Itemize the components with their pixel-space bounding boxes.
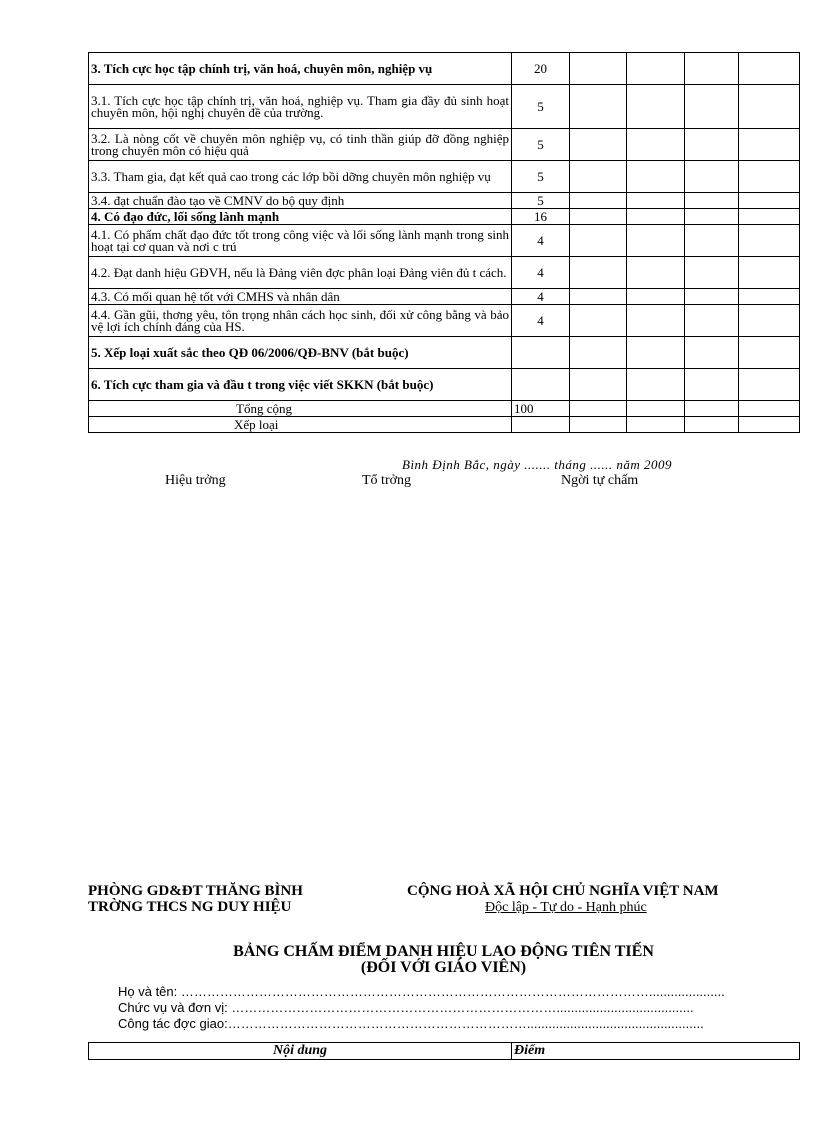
score-cell[interactable] <box>739 257 800 289</box>
criterion-text: 4. Có đạo đức, lối sống lành mạnh <box>89 209 512 225</box>
criterion-text: 3.2. Là nòng cốt về chuyên môn nghiệp vụ, có tinh thần giúp đỡ đồng nghiệp trong chuyên môn có hiệu quả <box>89 129 512 161</box>
score-cell[interactable] <box>685 337 739 369</box>
table-row <box>89 257 800 289</box>
criterion-points: 4 <box>512 225 570 257</box>
national-motto: Độc lập - Tự do - Hạnh phúc <box>485 900 647 915</box>
table-row <box>89 209 800 225</box>
score-cell[interactable] <box>739 161 800 193</box>
criterion-points: 4 <box>512 289 570 305</box>
rank-row-label: Xếp loại <box>89 417 512 433</box>
total-row-label: Tổng cộng <box>89 401 512 417</box>
score-cell[interactable] <box>627 225 685 257</box>
score-cell[interactable] <box>627 305 685 337</box>
criterion-points: 5 <box>512 193 570 209</box>
score-cell[interactable] <box>570 257 627 289</box>
score-cell[interactable] <box>685 225 739 257</box>
table-row <box>89 85 800 129</box>
criterion-text: 3.1. Tích cực học tập chính trị, văn hoá, nghiệp vụ. Tham gia đầy đủ sinh hoạt chuyên môn, hội nghị chuyên đề của trường. <box>89 85 512 129</box>
score-cell[interactable] <box>739 53 800 85</box>
score-cell[interactable] <box>685 193 739 209</box>
score-cell[interactable] <box>627 369 685 401</box>
score-cell[interactable] <box>685 53 739 85</box>
total-row <box>89 401 800 417</box>
table-row <box>89 369 800 401</box>
score-cell[interactable] <box>570 161 627 193</box>
criterion-text: 4.2. Đạt danh hiệu GĐVH, nếu là Đảng viên đợc phân loại Đảng viên đủ t cách. <box>89 257 512 289</box>
score-cell[interactable] <box>627 417 685 433</box>
table-row <box>89 193 800 209</box>
score-cell[interactable] <box>627 161 685 193</box>
score-cell[interactable] <box>570 53 627 85</box>
score-cell[interactable] <box>739 209 800 225</box>
criterion-text: 4.3. Có mối quan hệ tốt với CMHS và nhân dân <box>89 289 512 305</box>
table-row <box>89 337 800 369</box>
criterion-points: 5 <box>512 85 570 129</box>
score-cell[interactable] <box>739 417 800 433</box>
score-cell[interactable] <box>739 225 800 257</box>
score-cell[interactable] <box>570 85 627 129</box>
principal-label: Hiệu trởng <box>165 473 226 488</box>
score-cell[interactable] <box>570 225 627 257</box>
subject-field-line: Công tác đợc giao:……………………………………………………………................................................. <box>118 1016 704 1031</box>
table-row <box>89 305 800 337</box>
criterion-points: 16 <box>512 209 570 225</box>
score-cell[interactable] <box>685 401 739 417</box>
score-table <box>88 52 800 433</box>
table-row <box>89 161 800 193</box>
score-cell[interactable] <box>570 289 627 305</box>
score-cell[interactable] <box>685 85 739 129</box>
table-row <box>89 129 800 161</box>
criterion-text: 6. Tích cực tham gia và đầu t trong việc viết SKKN (bắt buộc) <box>89 369 512 401</box>
second-score-table-header <box>88 1042 800 1060</box>
rank-row-points <box>512 417 570 433</box>
score-cell[interactable] <box>739 337 800 369</box>
score-cell[interactable] <box>685 417 739 433</box>
score-cell[interactable] <box>739 289 800 305</box>
criterion-points: 5 <box>512 129 570 161</box>
criterion-text: 4.1. Có phẩm chất đạo đức tốt trong công việc và lối sống lành mạnh trong sinh hoạt tại cơ quan và nơi c trú <box>89 225 512 257</box>
score-cell[interactable] <box>685 305 739 337</box>
criterion-text: 4.4. Gần gũi, thơng yêu, tôn trọng nhân cách học sinh, đối xử công bằng và bảo vệ lợi ích chính đáng của HS. <box>89 305 512 337</box>
score-cell[interactable] <box>570 305 627 337</box>
score-cell[interactable] <box>739 129 800 161</box>
criterion-text: 5. Xếp loại xuất sắc theo QĐ 06/2006/QĐ-BNV (bắt buộc) <box>89 337 512 369</box>
score-cell[interactable] <box>570 369 627 401</box>
score-cell[interactable] <box>570 129 627 161</box>
rank-row <box>89 417 800 433</box>
score-cell[interactable] <box>570 209 627 225</box>
criterion-text: 3. Tích cực học tập chính trị, văn hoá, chuyên môn, nghiệp vụ <box>89 53 512 85</box>
score-cell[interactable] <box>627 193 685 209</box>
criterion-points <box>512 369 570 401</box>
score-cell[interactable] <box>570 417 627 433</box>
total-row-points: 100 <box>512 401 570 417</box>
score-cell[interactable] <box>627 401 685 417</box>
criterion-text: 3.4. đạt chuẩn đào tạo về CMNV do bộ quy định <box>89 193 512 209</box>
table-row <box>89 225 800 257</box>
score-cell[interactable] <box>570 193 627 209</box>
score-cell[interactable] <box>627 53 685 85</box>
score-cell[interactable] <box>570 401 627 417</box>
score-cell[interactable] <box>627 129 685 161</box>
score-cell[interactable] <box>739 85 800 129</box>
score-cell[interactable] <box>685 289 739 305</box>
department-name: PHÒNG GD&ĐT THĂNG BÌNH <box>88 883 303 899</box>
form-subtitle: (ĐỐI VỚI GIÁO VIÊN) <box>360 959 527 976</box>
score-cell[interactable] <box>685 209 739 225</box>
self-grader-label: Ngời tự chấm <box>561 473 639 488</box>
criterion-text: 3.3. Tham gia, đạt kết quả cao trong các lớp bồi dỡng chuyên môn nghiệp vụ <box>89 161 512 193</box>
table-row <box>89 289 800 305</box>
table-row <box>89 53 800 85</box>
criterion-points: 4 <box>512 305 570 337</box>
criterion-points: 5 <box>512 161 570 193</box>
score-cell[interactable] <box>627 289 685 305</box>
name-field-line: Họ và tên: ………………………………………………………………………………………………..................... <box>118 984 725 999</box>
column-content-header: Nội dung <box>89 1043 512 1060</box>
score-cell[interactable] <box>685 161 739 193</box>
score-cell[interactable] <box>627 337 685 369</box>
score-cell[interactable] <box>627 85 685 129</box>
score-cell[interactable] <box>739 401 800 417</box>
score-cell[interactable] <box>685 257 739 289</box>
criterion-points: 4 <box>512 257 570 289</box>
score-cell[interactable] <box>570 337 627 369</box>
republic-title: CỘNG HOÀ XÃ HỘI CHỦ NGHĨA VIỆT NAM <box>407 883 719 899</box>
score-cell[interactable] <box>739 193 800 209</box>
score-cell[interactable] <box>739 369 800 401</box>
score-cell[interactable] <box>685 129 739 161</box>
criterion-points <box>512 337 570 369</box>
school-name: TRỜNG THCS NG DUY HIỆU <box>88 899 292 915</box>
place-date: Bình Định Bắc, ngày ....... tháng ...... năm 2009 <box>402 457 673 472</box>
criterion-points: 20 <box>512 53 570 85</box>
team-leader-label: Tổ trởng <box>362 473 412 488</box>
score-cell[interactable] <box>627 209 685 225</box>
form-title: BẢNG CHẤM ĐIỂM DANH HIỆU LAO ĐỘNG TIÊN TIẾN <box>233 943 654 960</box>
column-points-header: Điểm <box>512 1043 800 1060</box>
position-field-line: Chức vụ và đơn vị: …………………………………………………………………...................................... <box>118 1000 694 1015</box>
score-cell[interactable] <box>739 305 800 337</box>
score-cell[interactable] <box>627 257 685 289</box>
score-cell[interactable] <box>685 369 739 401</box>
